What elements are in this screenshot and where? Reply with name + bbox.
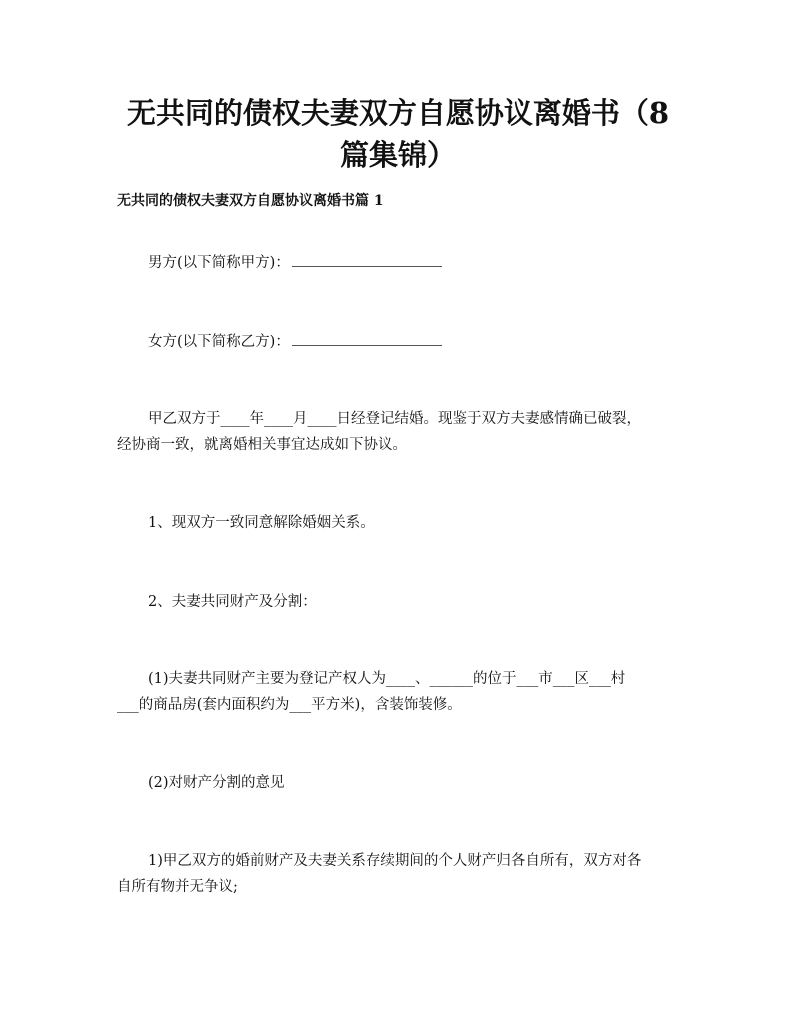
clause-2: 2、夫妻共同财产及分割： xyxy=(148,594,317,610)
man-party-line xyxy=(117,250,718,276)
woman-party-line xyxy=(117,329,718,355)
premarital-paragraph-line1: 1)甲乙双方的婚前财产及夫妻关系存续期间的个人财产归各自所有，双方对各 xyxy=(148,853,642,869)
marriage-paragraph-line1: 甲乙双方于____年____月____日经登记结婚。现鉴于双方夫妻感情确已破裂， xyxy=(148,411,641,427)
property-paragraph-line1: (1)夫妻共同财产主要为登记产权人为____、______的位于___市___区___村 xyxy=(148,671,626,687)
woman-name-blank xyxy=(292,331,442,346)
document-title-line2: 篇集锦） xyxy=(339,138,456,172)
woman-party-label: 女方(以下简称乙方)： xyxy=(148,334,290,350)
man-party-label: 男方(以下简称甲方)： xyxy=(148,255,290,271)
division-opinion-heading: (2)对财产分割的意见 xyxy=(148,775,285,791)
man-name-blank xyxy=(292,252,442,267)
property-paragraph-line2: ___的商品房(套内面积约为___平方米)，含装饰装修。 xyxy=(117,697,462,713)
premarital-paragraph-line2: 自所有物并无争议; xyxy=(117,879,238,895)
clause-1: 1、现双方一致同意解除婚姻关系。 xyxy=(148,515,375,531)
marriage-paragraph-line2: 经协商一致，就离婚相关事宜达成如下协议。 xyxy=(117,437,407,453)
section-heading: 无共同的债权夫妻双方自愿协议离婚书篇 1 xyxy=(117,193,384,209)
document-title-line1: 无共同的债权夫妻双方自愿协议离婚书（8 xyxy=(126,96,670,130)
